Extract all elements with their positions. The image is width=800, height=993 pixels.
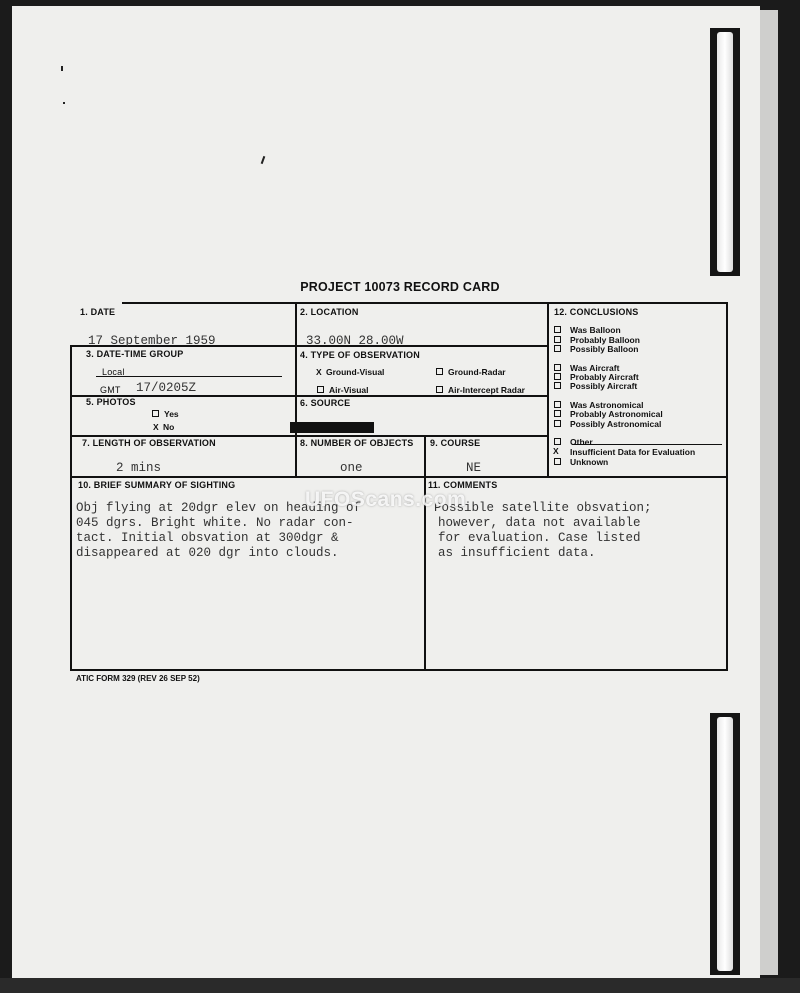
checkbox-probably-astronomical xyxy=(554,410,561,417)
summary-line-2: 045 dgrs. Bright white. No radar con- xyxy=(76,516,354,530)
watermark: UFOScans.com xyxy=(305,488,467,511)
checkbox-possibly-astronomical xyxy=(554,420,561,427)
observation-air-intercept-radar: Air-Intercept Radar xyxy=(448,385,525,395)
checkbox-photos-yes xyxy=(152,410,159,417)
photos-label: 5. PHOTOS xyxy=(86,397,136,407)
observation-ground-radar: Ground-Radar xyxy=(448,367,506,377)
course-label: 9. COURSE xyxy=(430,438,481,448)
checkbox-ground-radar xyxy=(436,368,443,375)
checkbox-was-balloon xyxy=(554,326,561,333)
conclusions-divider xyxy=(547,302,549,476)
conclusion-possibly-astronomical: Possibly Astronomical xyxy=(570,419,662,429)
comments-line-2: however, data not available xyxy=(438,516,641,530)
conclusion-insufficient-data: Insufficient Data for Evaluation xyxy=(570,447,696,457)
source-label: 6. SOURCE xyxy=(300,398,351,408)
photos-no-mark: X xyxy=(153,422,159,432)
photos-no: No xyxy=(163,422,175,432)
date-label: 1. DATE xyxy=(80,307,116,317)
page-edge xyxy=(760,10,778,975)
card-bottom-border xyxy=(70,669,728,671)
summary-line-3: tact. Initial obsvation at 300dgr & xyxy=(76,531,339,545)
scan-speck xyxy=(63,102,65,104)
card-top-border xyxy=(122,302,728,304)
middle-divider xyxy=(295,302,297,476)
location-value: 33.00N 28.00W xyxy=(306,334,404,348)
checkbox-was-aircraft xyxy=(554,364,561,371)
course-value: NE xyxy=(466,461,482,475)
checkbox-air-visual xyxy=(317,386,324,393)
binder-clip-top xyxy=(710,28,740,276)
conclusion-possibly-balloon: Possibly Balloon xyxy=(570,344,639,354)
conclusion-probably-astronomical: Probably Astronomical xyxy=(570,409,663,419)
observation-ground-visual: Ground-Visual xyxy=(326,367,385,377)
binder-clip-bottom xyxy=(710,713,740,975)
conclusion-other: Other xyxy=(570,437,593,447)
conclusion-was-astronomical: Was Astronomical xyxy=(570,400,644,410)
date-value: 17 September 1959 xyxy=(88,334,216,348)
gmt-label: GMT xyxy=(100,385,121,395)
card-left-border xyxy=(70,345,72,670)
summary-line-1: Obj flying at 20dgr elev on heading of xyxy=(76,501,362,515)
checkbox-air-intercept-radar xyxy=(436,386,443,393)
conclusion-was-balloon: Was Balloon xyxy=(570,325,621,335)
checkbox-unknown xyxy=(554,458,561,465)
type-of-observation-label: 4. TYPE OF OBSERVATION xyxy=(300,350,420,360)
checkbox-probably-balloon xyxy=(554,336,561,343)
row-line-3 xyxy=(70,435,548,437)
conclusion-probably-aircraft: Probably Aircraft xyxy=(570,372,639,382)
observation-air-visual: Air-Visual xyxy=(329,385,369,395)
comments-divider xyxy=(424,436,426,670)
number-of-objects-label: 8. NUMBER OF OBJECTS xyxy=(300,438,414,448)
comments-line-3: for evaluation. Case listed xyxy=(438,531,641,545)
row-line-4 xyxy=(70,476,728,478)
conclusion-unknown: Unknown xyxy=(570,457,609,467)
gmt-value: 17/0205Z xyxy=(136,381,197,395)
summary-line-4: disappeared at 020 dgr into clouds. xyxy=(76,546,339,560)
gmt-underline xyxy=(96,395,282,396)
checkbox-probably-aircraft xyxy=(554,373,561,380)
checkbox-other xyxy=(554,438,561,445)
insufficient-mark: X xyxy=(553,446,559,456)
other-underline xyxy=(572,444,722,445)
local-label: Local xyxy=(102,367,125,377)
card-right-border xyxy=(726,302,728,671)
scan-speck xyxy=(61,66,63,71)
date-time-group-label: 3. DATE-TIME GROUP xyxy=(86,349,184,359)
comments-line-4: as insufficient data. xyxy=(438,546,596,560)
source-redaction xyxy=(290,422,374,433)
observation-mark-ground-visual: X xyxy=(316,367,322,377)
conclusion-probably-balloon: Probably Balloon xyxy=(570,335,640,345)
checkbox-possibly-aircraft xyxy=(554,382,561,389)
length-of-observation-value: 2 mins xyxy=(116,461,162,475)
comments-line-1: Possible satellite obsvation; xyxy=(434,501,652,515)
conclusion-was-aircraft: Was Aircraft xyxy=(570,363,620,373)
location-label: 2. LOCATION xyxy=(300,307,359,317)
comments-label: 11. COMMENTS xyxy=(428,480,498,490)
conclusions-label: 12. CONCLUSIONS xyxy=(554,307,639,317)
card-title: PROJECT 10073 RECORD CARD xyxy=(300,280,500,294)
length-of-observation-label: 7. LENGTH OF OBSERVATION xyxy=(82,438,216,448)
number-of-objects-value: one xyxy=(340,461,363,475)
form-number: ATIC FORM 329 (REV 26 SEP 52) xyxy=(76,674,200,683)
checkbox-possibly-balloon xyxy=(554,345,561,352)
photos-yes: Yes xyxy=(164,409,179,419)
checkbox-was-astronomical xyxy=(554,401,561,408)
scan-border xyxy=(0,978,800,993)
brief-summary-label: 10. BRIEF SUMMARY OF SIGHTING xyxy=(78,480,236,490)
conclusion-possibly-aircraft: Possibly Aircraft xyxy=(570,381,638,391)
